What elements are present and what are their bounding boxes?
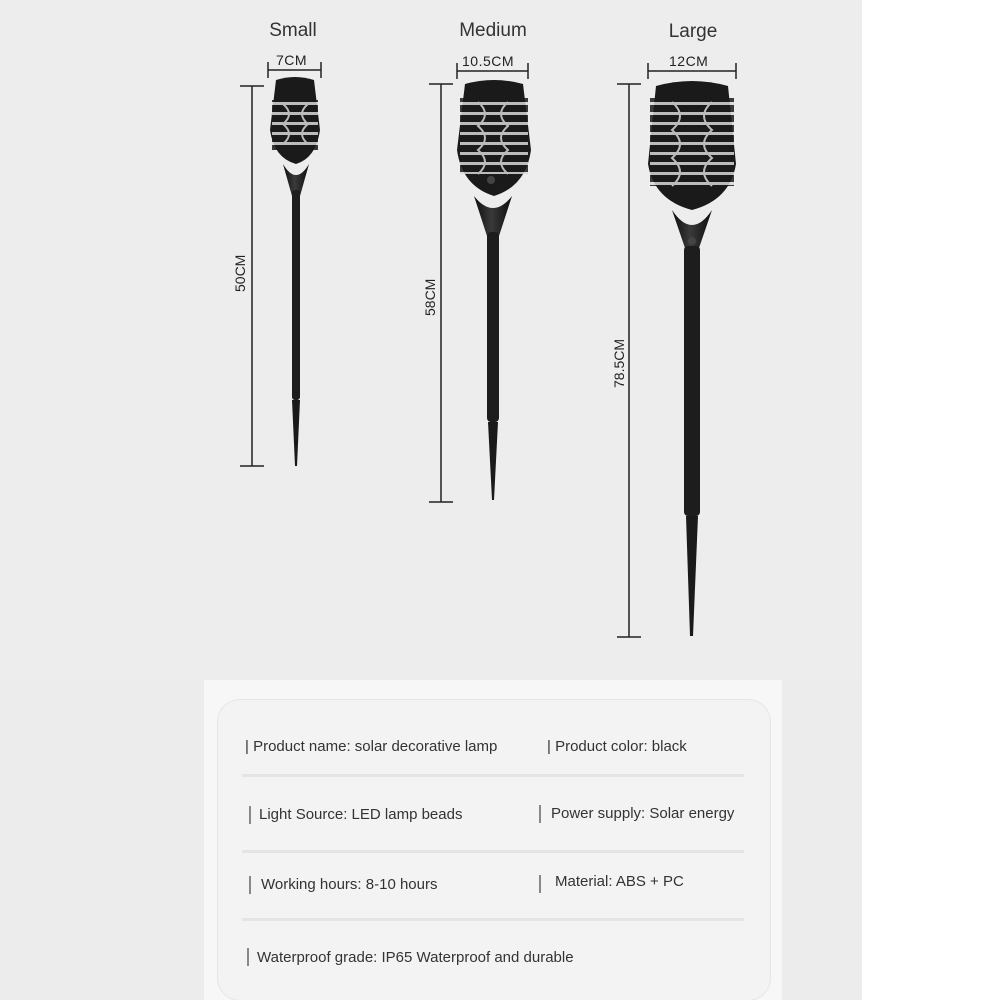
height-dim-small: 50CM <box>232 254 248 292</box>
spec-light-source: Light Source: LED lamp beads <box>259 806 463 823</box>
spec-waterproof: Waterproof grade: IP65 Waterproof and durable <box>257 949 574 966</box>
size-label-large: Large <box>668 21 718 42</box>
spec-divider <box>242 774 744 777</box>
size-label-medium: Medium <box>459 20 527 41</box>
lamp-large <box>648 81 736 636</box>
size-label-small: Small <box>269 20 317 41</box>
spec-material: Material: ABS + PC <box>555 873 684 890</box>
lamp-medium <box>457 80 531 500</box>
spec-bar <box>247 948 249 966</box>
specs-card <box>218 700 770 1000</box>
width-dim-large: 12CM <box>669 53 709 69</box>
spec-product-color: | Product color: black <box>547 738 687 755</box>
spec-power-supply: Power supply: Solar energy <box>551 805 735 822</box>
spec-bar <box>249 876 251 894</box>
width-dim-medium: 10.5CM <box>462 53 515 69</box>
spec-bar <box>539 805 541 823</box>
height-dim-large: 78.5CM <box>611 338 627 388</box>
spec-bar <box>249 806 251 824</box>
spec-divider <box>242 850 744 853</box>
spec-divider <box>242 918 744 921</box>
spec-product-name: | Product name: solar decorative lamp <box>245 738 498 755</box>
spec-working-hours: Working hours: 8-10 hours <box>261 876 438 893</box>
lamp-small <box>270 77 320 466</box>
height-dim-medium: 58CM <box>422 278 438 316</box>
width-dim-small: 7CM <box>276 52 308 68</box>
spec-bar <box>539 875 541 893</box>
